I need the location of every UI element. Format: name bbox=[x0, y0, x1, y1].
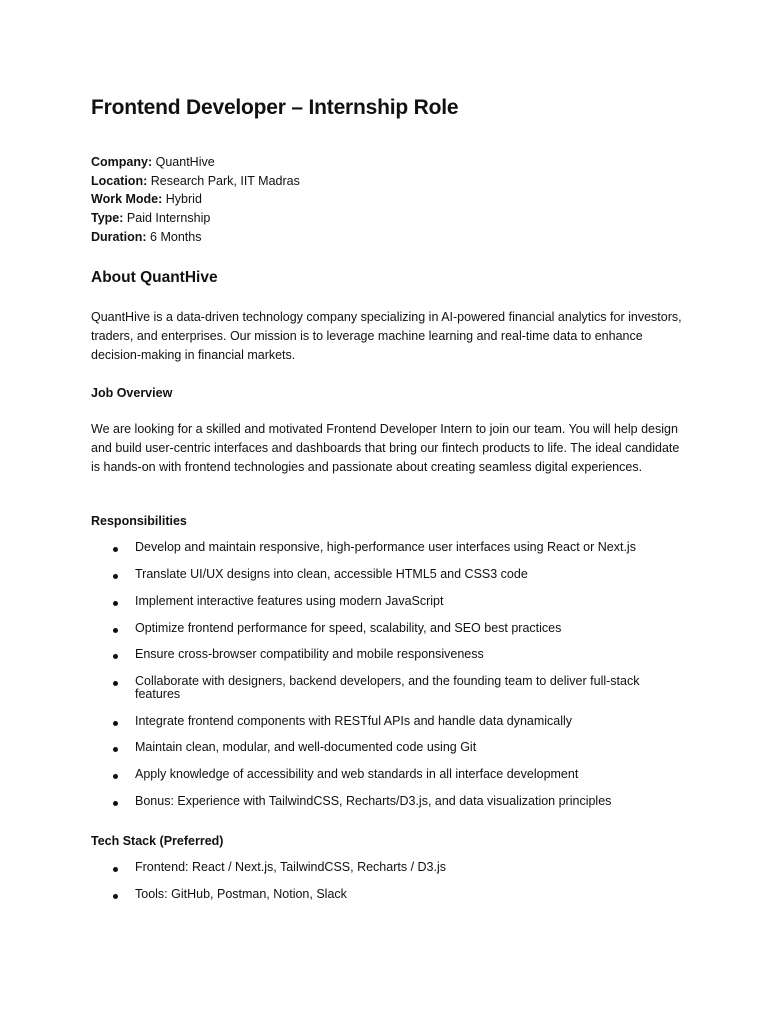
list-item-text: Collaborate with designers, backend developers, and the founding team to deliver full-stack features bbox=[135, 674, 640, 701]
detail-value: Research Park, IIT Madras bbox=[150, 173, 300, 188]
list-item-text: Bonus: Experience with TailwindCSS, Recharts/D3.js, and data visualization principles bbox=[135, 794, 612, 808]
list-item-text: Tools: GitHub, Postman, Notion, Slack bbox=[135, 887, 347, 901]
page-title: Frontend Developer – Internship Role bbox=[91, 96, 459, 119]
detail-value: 6 Months bbox=[150, 229, 202, 244]
bullet-icon bbox=[113, 628, 118, 633]
bullet-icon bbox=[113, 574, 118, 579]
list-item-text: Integrate frontend components with RESTful APIs and handle data dynamically bbox=[135, 714, 573, 728]
bullet-icon bbox=[113, 894, 118, 899]
about-heading: About QuantHive bbox=[91, 269, 218, 286]
list-item-text: Translate UI/UX designs into clean, accessible HTML5 and CSS3 code bbox=[135, 567, 528, 581]
responsibilities-heading: Responsibilities bbox=[91, 514, 187, 528]
detail-work-mode bbox=[91, 190, 300, 209]
list-item-text: Optimize frontend performance for speed, scalability, and SEO best practices bbox=[135, 621, 562, 635]
detail-value: Hybrid bbox=[165, 192, 202, 207]
detail-company bbox=[91, 153, 300, 172]
overview-paragraph: We are looking for a skilled and motivated Frontend Developer Intern to join our team. You will help design and build user-centric interfaces and dashboards that bring our fintech products to life. The ideal candidate is hands-on with frontend technologies and passionate about creating seamless digital experiences. bbox=[91, 422, 680, 474]
list-item-text: Maintain clean, modular, and well-documented code using Git bbox=[135, 740, 477, 754]
bullet-icon bbox=[113, 601, 118, 606]
detail-key: Company: bbox=[91, 155, 153, 169]
list-item-text: Implement interactive features using modern JavaScript bbox=[135, 594, 444, 608]
bullet-icon bbox=[113, 747, 118, 752]
detail-location bbox=[91, 172, 300, 191]
list-item-text: Apply knowledge of accessibility and web standards in all interface development bbox=[135, 767, 579, 781]
list-item-text: Ensure cross-browser compatibility and mobile responsiveness bbox=[135, 647, 484, 661]
list-item-text: Develop and maintain responsive, high-performance user interfaces using React or Next.js bbox=[135, 540, 636, 554]
overview-heading: Job Overview bbox=[91, 386, 173, 400]
job-details bbox=[91, 153, 300, 247]
tech-stack-heading: Tech Stack (Preferred) bbox=[91, 834, 224, 848]
bullet-icon bbox=[113, 547, 118, 552]
detail-key: Location: bbox=[91, 173, 148, 188]
bullet-icon bbox=[113, 801, 118, 806]
list-item-text: Frontend: React / Next.js, TailwindCSS, Recharts / D3.js bbox=[135, 860, 446, 874]
detail-key: Type: bbox=[91, 211, 124, 226]
bullet-icon bbox=[113, 774, 118, 779]
detail-value: QuantHive bbox=[155, 155, 215, 169]
bullet-icon bbox=[113, 681, 118, 686]
about-paragraph: QuantHive is a data-driven technology company specializing in AI-powered financial analytics for investors, traders, and enterprises. Our mission is to leverage machine learning and real-time data to enhance decision-making in financial markets. bbox=[91, 310, 682, 362]
bullet-icon bbox=[113, 721, 118, 726]
bullet-icon bbox=[113, 867, 118, 872]
detail-type bbox=[91, 209, 300, 228]
detail-value: Paid Internship bbox=[126, 211, 211, 226]
detail-duration bbox=[91, 228, 300, 247]
detail-key: Work Mode: bbox=[91, 192, 163, 207]
detail-key: Duration: bbox=[91, 229, 147, 244]
bullet-icon bbox=[113, 654, 118, 659]
